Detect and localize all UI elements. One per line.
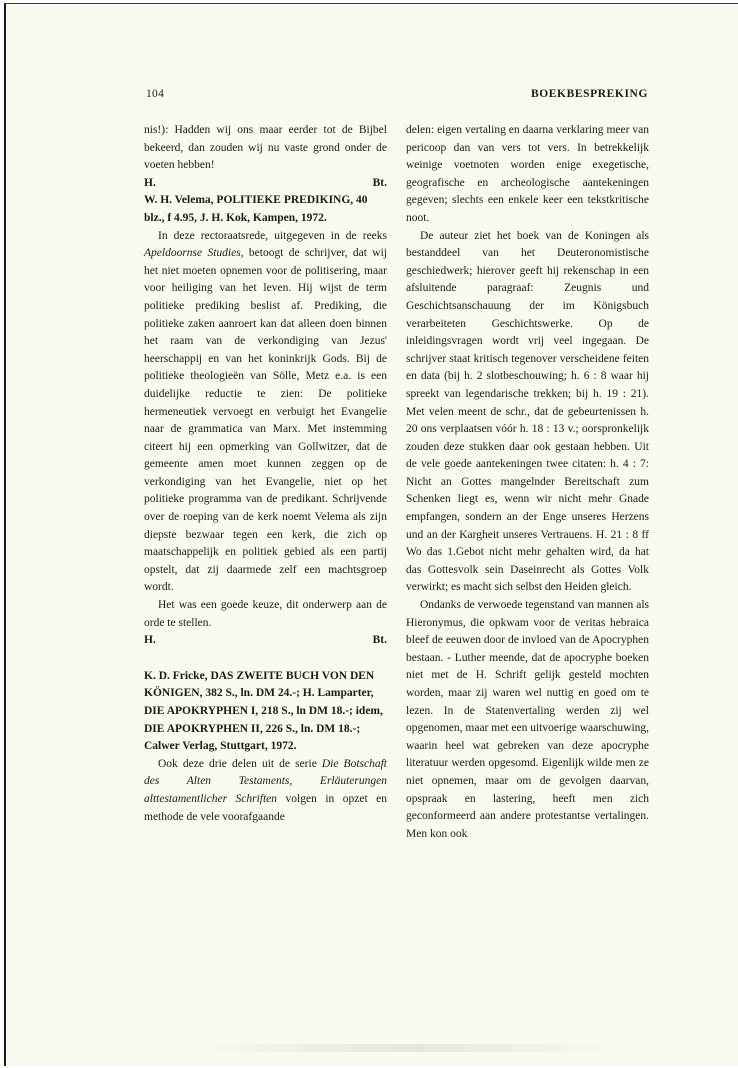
entry-details: , 382 S., ln. DM 24.-; — [199, 687, 303, 700]
reviewer-signature — [144, 632, 387, 650]
entry-title: DIE APOKRYPHEN II — [144, 722, 260, 735]
entry-title: DIE APOKRYPHEN I — [144, 705, 256, 717]
continued-paragraph: nis!): Hadden wij ons maar eerder tot de Bijbel bekeerd, dan zouden wij nu vaste grond onder de voeten hebben! — [144, 124, 387, 172]
reviewer-initial: H. — [144, 176, 156, 189]
review-conclusion: Het was een goede keuze, dit onderwerp aan de orde te stellen. — [144, 599, 387, 629]
text-run: betoogt de schrijver, dat wij het niet moeten opnemen voor de politisering, maar voor heiliging van het leven. Hij wijst de term politieke prediking beslist af. Prediking, die politieke zaken aanroert kan dat alleen doen binnen het raam van de verkondiging van Jezus' heerschappij en van het koninkrijk Gods. Bij de politieke theologieën van Sölle, Metz e.a. is een duidelijke reductie te zien: De politieke hermeneutiek vervoegt en verbuigt het Evangelie naar de grammatica van Marx. Met instemming citeert hij een opmerking van Gollwitzer, dat de gemeente amen moet kunnen zeggen op de verkondiging van het Evangelie, niet op het politieke programma van de predikant. Schrijvende over de roeping van de kerk noemt Velema als zijn diepste bezwaar tegen een kerk, die zich op maatschappelijk en politiek gebied als een partij opstelt, dat zij daarmede zelf een machtsgroep wordt. — [144, 247, 387, 594]
entry-title: POLITIEKE PREDIKING — [216, 194, 351, 207]
book-page — [4, 3, 738, 1066]
reviewer-initials-bt: Bt. — [372, 176, 387, 189]
running-title: BOEKBESPREKING — [530, 88, 648, 100]
series-title: Apeldoornse Studies, — [144, 247, 244, 260]
entry-author: W. H. Velema, — [144, 194, 217, 207]
review-paragraph: Ondanks de verwoede tegenstand van mannen als Hieronymus, die opkwam voor de veritas hebraica bleef de eeuwen door de invloed van de Apocryphen bestaan. - Luther meende, dat de apocryphe boeken niet met de H. Schrift gelijk gesteld mochten worden, maar zij waren wel nuttig en goed om te lezen. In de Statenvertaling werden zij wel opgenomen, maar met een uitvoerige waarschuwing, waarin heel wat gebreken van deze apocryphe literatuur werden opgesomd. Eigenlijk wilde men ze niet opnemen, maar om de gevolgen daarvan, opspraak en lastering, heeft men zich geconformeerd aan andere protestantse vertalingen. Men kon ook — [406, 599, 650, 840]
right-column — [406, 122, 649, 843]
text-run: Ook deze drie delen uit de serie — [158, 757, 322, 770]
entry-details: , 40 blz., f 4.95, J. H. Kok, Kampen, 1972. — [144, 194, 368, 224]
reviewer-initials-bt: Bt. — [372, 634, 387, 647]
reviewer-signature — [144, 175, 387, 193]
page-header — [146, 88, 648, 106]
text-run: volgen in opzet en methode de vele voorafgaande — [144, 792, 387, 823]
entry-details: , 226 S., ln. DM 18.-; Calwer Verlag, Stuttgart, 1972. — [144, 722, 361, 753]
left-column — [144, 122, 387, 826]
entry-title: DAS ZWEITE BUCH VON DEN KÖNIGEN — [144, 669, 375, 700]
page-number: 104 — [146, 88, 165, 100]
entry-details: , 218 S., ln DM 18.-; idem, — [255, 705, 383, 717]
review-paragraph — [144, 756, 387, 826]
review-entry-fricke-lamparter — [144, 668, 387, 756]
text-run: In deze rectoraatsrede, uitgegeven in de reeks — [158, 229, 387, 242]
review-paragraph — [144, 228, 387, 597]
review-paragraph: De auteur ziet het boek van de Koningen als bestanddeel van het Deuteronomistische geschiedwerk; hierover geeft hij rekenschap in een afsluitende paragraaf: Zeugnis und Geschichtsanschauung der im Königsbuch verarbeiteten Geschichtswerke. Op de inleidingsvragen wordt vrij veel ingegaan. De schrijver staat kritisch tegenover verscheidene feiten en data (bij h. 2 slotbeschouwing; h. 6 : 8 waar hij spreekt van legendarische trekken; bij h. 19 : 21). Met velen meent de schr., dat de gebeurtenissen h. 20 ons verplaatsen vóór h. 18 : 13 v.; oorspronkelijk zouden deze stukken daar ook gestaan hebben. Uit de vele goede aantekeningen twee citaten: h. 4 : 7: Nicht an Gottes mangelnder Bereitschaft zum Schenken liegt es, wenn wir nicht mehr Gnade empfangen, sondern an der Enge unseres Herzens und an der Kargheit unseres Vertrauens. H. 21 : 8 ff Wo das 1.Gebot nicht mehr gehalten wird, da hat das Gottesvolk sein Daseinrecht als Gottes Volk verwirkt; es macht sich selbst den Heiden gleich. — [406, 229, 649, 594]
review-entry-velema — [144, 192, 387, 227]
continued-paragraph: delen: eigen vertaling en daarna verklaring meer van pericoop dan van vers tot vers. In betrekkelijk weinige voetnoten worden enige exegetische, geografische en archeologische aantekeningen gegeven; slechts een enkele keer een tekstkritische noot. — [406, 124, 649, 224]
entry-author: H. Lamparter, — [302, 687, 374, 700]
entry-author: K. D. Fricke, — [144, 669, 211, 682]
scan-shadow — [186, 1044, 626, 1052]
series-title: Die Botschaft des Alten Testaments, Erläuterungen alttestamentlicher Schriften — [144, 757, 387, 805]
reviewer-initial: H. — [144, 634, 156, 647]
